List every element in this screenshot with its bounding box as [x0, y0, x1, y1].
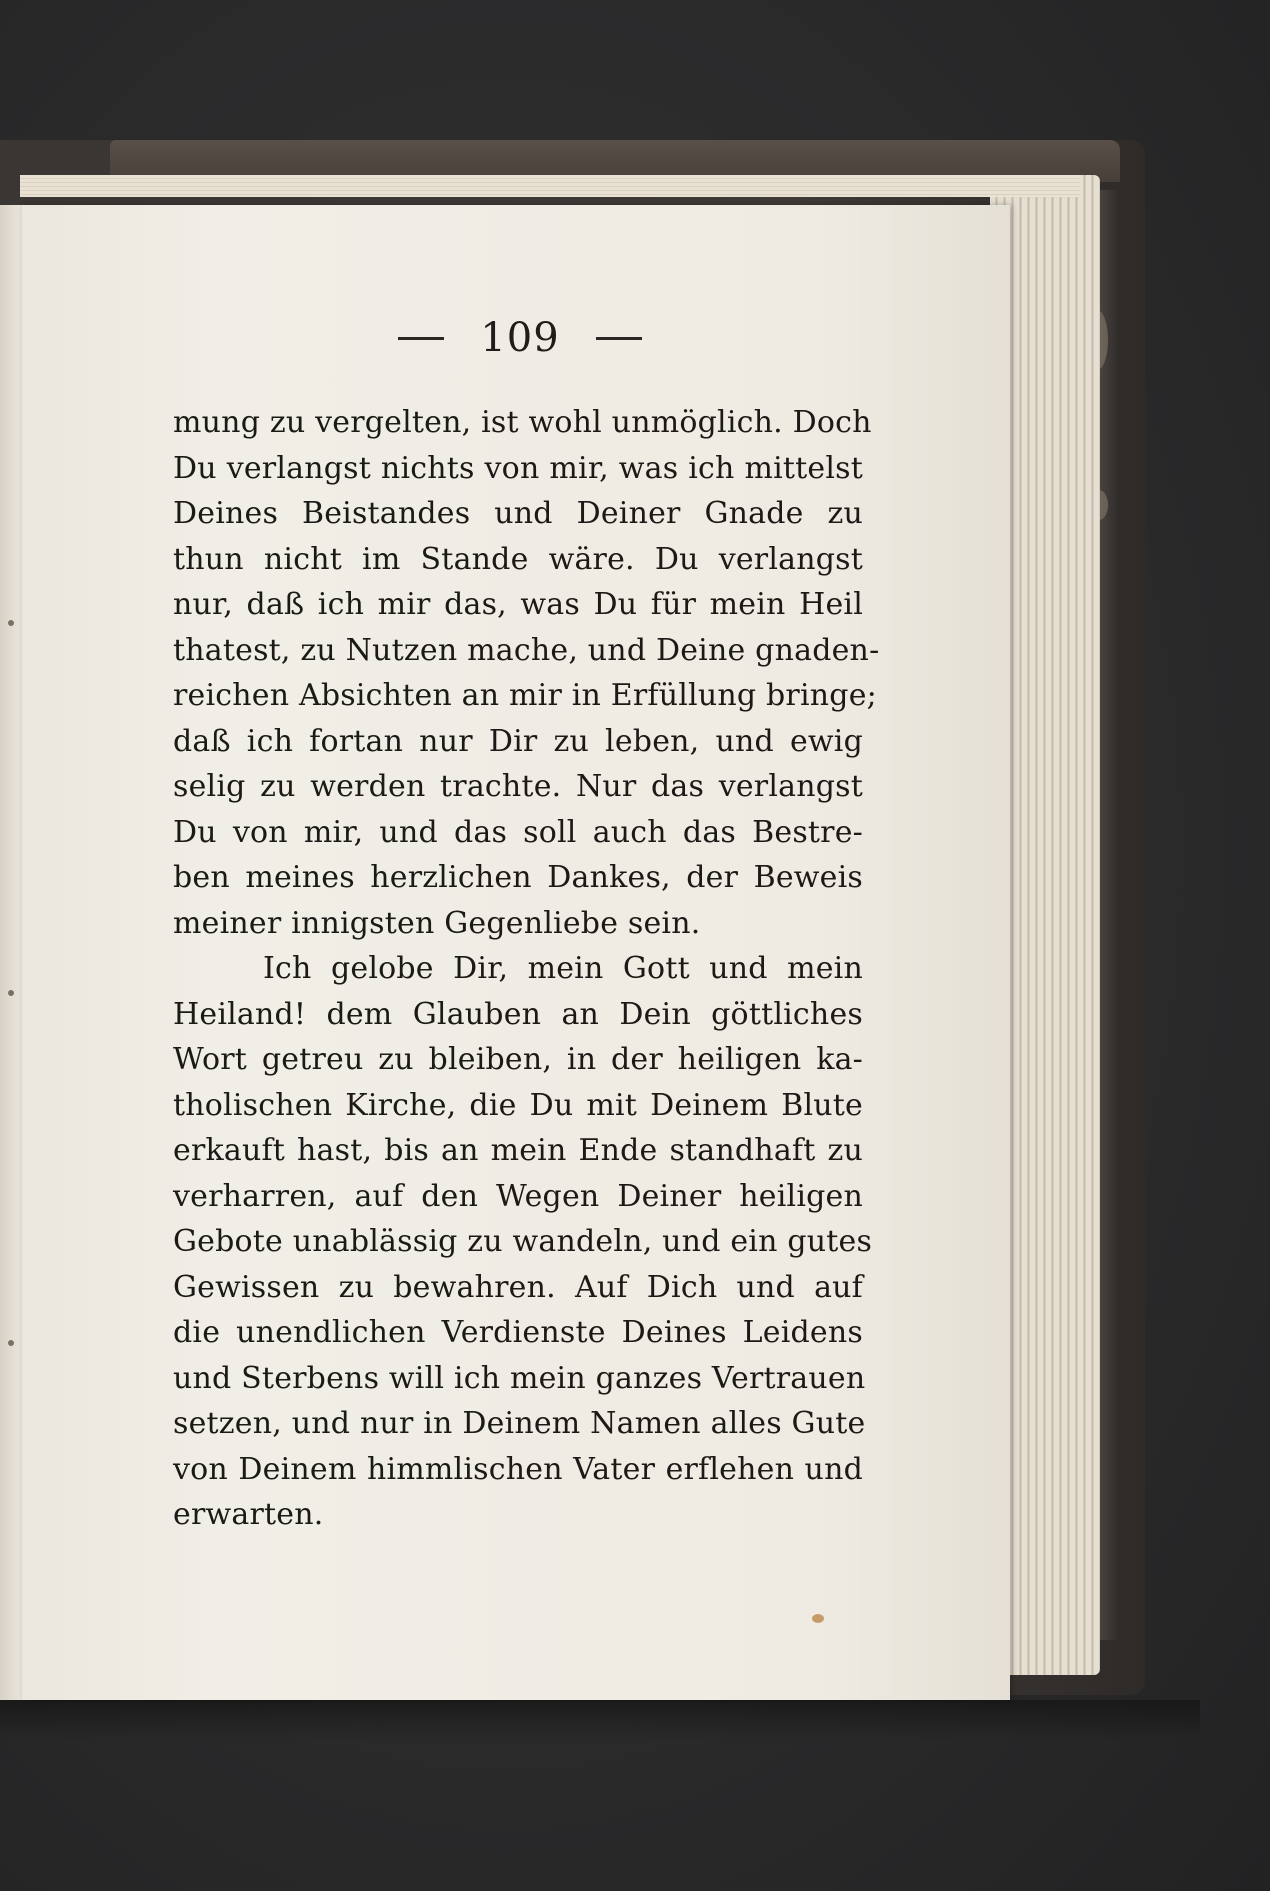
body-text — [173, 400, 880, 1538]
text-line: Heiland! dem Glauben an Dein göttliches — [173, 996, 863, 1032]
text-line: verharren, auf den Wegen Deiner heiligen — [173, 1178, 863, 1214]
page-stack-top — [20, 175, 1080, 197]
dash-right — [596, 337, 642, 340]
binding-mark — [8, 990, 14, 996]
binding-mark — [8, 1340, 14, 1346]
text-line: die unendlichen Verdienste Deines Leidens — [173, 1315, 863, 1350]
text-line: Gebote unablässig zu wandeln, und ein gutes — [173, 1224, 873, 1259]
page-number: 109 — [480, 315, 560, 361]
text-line: Du von mir, und das soll auch das Bestre- — [173, 814, 863, 850]
text-line: Wort getreu zu bleiben, in der heiligen ka- — [173, 1042, 863, 1077]
text-line: erwarten. — [173, 1497, 324, 1532]
text-line: Du verlangst nichts von mir, was ich mittelst — [173, 450, 863, 486]
text-line: Gewissen zu bewahren. Auf Dich und auf — [173, 1269, 863, 1305]
text-line: und Sterbens will ich mein ganzes Vertrauen — [173, 1360, 866, 1396]
dash-left — [398, 337, 444, 340]
text-line: ben meines herzlichen Dankes, der Beweis — [173, 860, 863, 895]
text-line: erkauft hast, bis an mein Ende standhaft zu — [173, 1133, 863, 1168]
left-page-edge — [0, 205, 22, 1700]
text-line: nur, daß ich mir das, was Du für mein Heil — [173, 587, 863, 622]
text-line: setzen, und nur in Deinem Namen alles Gute — [173, 1406, 866, 1441]
paragraph-first-line: Ich gelobe Dir, mein Gott und mein — [263, 951, 863, 986]
text-line: thun nicht im Stande wäre. Du verlangst — [173, 541, 863, 577]
text-line: Deines Beistandes und Deiner Gnade zu — [173, 496, 863, 531]
text-line: daß ich fortan nur Dir zu leben, und ewig — [173, 723, 863, 759]
text-line: selig zu werden trachte. Nur das verlangst — [173, 769, 863, 804]
book-shadow — [0, 1700, 1200, 1740]
text-line: von Deinem himmlischen Vater erflehen und — [173, 1451, 863, 1487]
text-line: tholischen Kirche, die Du mit Deinem Blute — [173, 1087, 863, 1123]
text-line: mung zu vergelten, ist wohl unmöglich. Doch — [173, 405, 872, 440]
text-line: meiner innigsten Gegenliebe sein. — [173, 905, 701, 941]
text-line: thatest, zu Nutzen mache, und Deine gnaden- — [173, 632, 880, 668]
page-header — [380, 308, 660, 368]
stain-mark — [812, 1614, 824, 1623]
text-line: reichen Absichten an mir in Erfüllung bringe; — [173, 678, 877, 713]
binding-mark — [8, 620, 14, 626]
